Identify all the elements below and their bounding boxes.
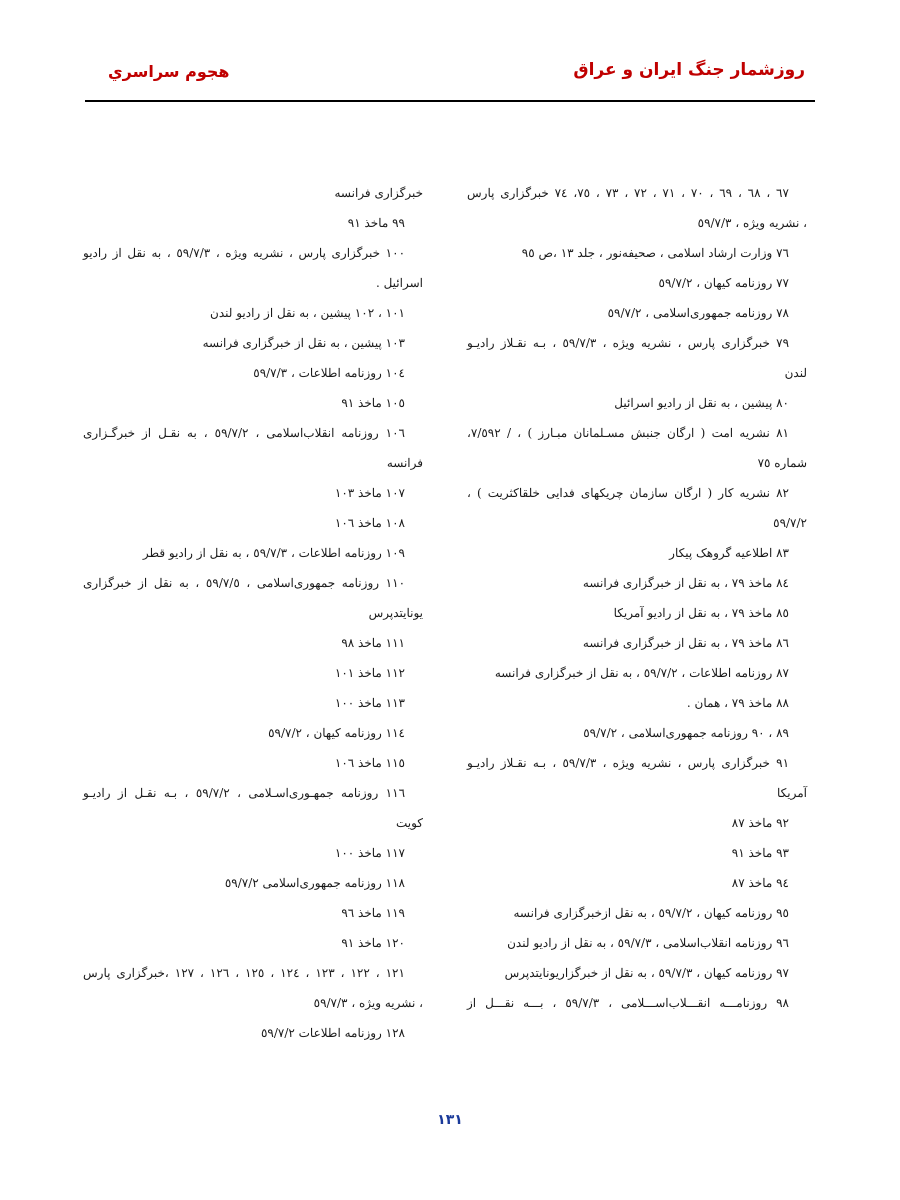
reference-entry: ٩٥ روزنامه کیهان ، ٥٩/٧/٢ ، به نقل ازخبرگزاری فرانسه (513, 906, 789, 920)
reference-entry: ٨٦ ماخذ ٧٩ ، به نقل از خبرگزاری فرانسه (582, 636, 789, 650)
reference-entry: ٨٠ پیشین ، به نقل از رادیو اسرائیل (614, 396, 789, 410)
reference-entry: ١١٤ روزنامه کیهان ، ٥٩/٧/٢ (268, 726, 405, 740)
reference-continuation: ، نشریه ویژه ، ٥٩/٧/٣ (313, 996, 423, 1010)
reference-entry: ١١٨ روزنامه جمهوری‌اسلامی ٥٩/٧/٢ (224, 876, 405, 890)
reference-entry: ٩٣ ماخذ ٩١ (731, 846, 789, 860)
reference-entry: ٨٤ ماخذ ٧٩ ، به نقل از خبرگزاری فرانسه (582, 576, 789, 590)
reference-continuation: آمریکا (776, 786, 807, 800)
reference-entry: ١٠٤ روزنامه اطلاعات ، ٥٩/٧/٣ (253, 366, 405, 380)
reference-entry: ١٠٠ خبرگزاری پارس ، نشریه ویژه ، ٥٩/٧/٣ ، به نقل از رادیو (83, 246, 406, 260)
section-title: هجوم سراسري (108, 62, 230, 81)
reference-continuation: اسرائیل . (375, 276, 423, 290)
references-column-left (83, 178, 423, 1048)
reference-entry: ٩٢ ماخذ ٨٧ (731, 816, 789, 830)
reference-continuation: فرانسه (386, 456, 423, 470)
reference-entry: ١١٦ روزنامه جمهـوری‌اسـلامی ، ٥٩/٧/٢ ، بـه نقـل از رادیـو (83, 786, 406, 800)
reference-entry: ٧٧ روزنامه کیهان ، ٥٩/٧/٢ (658, 276, 789, 290)
reference-entry: ٨٢ نشریه کار ( ارگان سازمان چریکهای فدایی خلقاکثریت ) ، (467, 486, 789, 500)
reference-entry: ٦٧ ، ٦٨ ، ٦٩ ، ٧٠ ، ٧١ ، ٧٢ ، ٧٣ ، ٧٥، ٧٤ خبرگزاری پارس (467, 186, 789, 200)
reference-entry: ٧٦ وزارت ارشاد اسلامی ، صحیفه‌نور ، جلد ١٣ ،ص ٩٥ (521, 246, 789, 260)
reference-entry: ٨٣ اطلاعیه گروهک پیکار (669, 546, 789, 560)
reference-continuation: ، نشریه ویژه ، ٥٩/٧/٣ (697, 216, 807, 230)
reference-entry: ٧٩ خبرگزاری پارس ، نشریه ویژه ، ٥٩/٧/٣ ، بـه نقـلاز رادیـو (467, 336, 790, 350)
reference-entry: ١٠٩ روزنامه اطلاعات ، ٥٩/٧/٣ ، به نقل از رادیو قطر (142, 546, 405, 560)
reference-continuation: ٥٩/٧/٢ (773, 516, 807, 530)
header-divider (85, 100, 815, 102)
reference-entry: ١١٥ ماخذ ١٠٦ (334, 756, 405, 770)
reference-entry: ١٠١ ، ١٠٢ پیشین ، به نقل از رادیو لندن (210, 306, 405, 320)
reference-entry: ١٠٧ ماخذ ١٠٣ (334, 486, 405, 500)
reference-entry: ٩٧ روزنامه کیهان ، ٥٩/٧/٣ ، به نقل از خبرگزاریونایتدپرس (504, 966, 789, 980)
reference-entry: ٨٨ ماخذ ٧٩ ، همان . (686, 696, 789, 710)
reference-entry: ٩٩ ماخذ ٩١ (347, 216, 405, 230)
reference-entry: ١١٧ ماخذ ١٠٠ (334, 846, 405, 860)
reference-entry: ١١٣ ماخذ ١٠٠ (334, 696, 405, 710)
reference-continuation: خبرگزاری فرانسه (334, 186, 423, 200)
reference-entry: ١٢٨ روزنامه اطلاعات ٥٩/٧/٢ (260, 1026, 405, 1040)
reference-entry: ١٠٣ پیشین ، به نقل از خبرگزاری فرانسه (202, 336, 405, 350)
reference-entry: ١٢٠ ماخذ ٩١ (341, 936, 405, 950)
reference-entry: ١٠٨ ماخذ ١٠٦ (334, 516, 405, 530)
reference-continuation: یونایتدپرس (368, 606, 423, 620)
reference-entry: ٨٥ ماخذ ٧٩ ، به نقل از رادیو آمریکا (613, 606, 789, 620)
reference-entry: ١١١ ماخذ ٩٨ (341, 636, 405, 650)
reference-entry: ٩٤ ماخذ ٨٧ (731, 876, 789, 890)
reference-entry: ٨٩ ، ٩٠ روزنامه جمهوری‌اسلامی ، ٥٩/٧/٢ (583, 726, 789, 740)
reference-entry: ١٠٦ روزنامه انقلاب‌اسلامی ، ٥٩/٧/٢ ، به نقـل از خبرگـزاری (83, 426, 405, 440)
book-title: روزشمار جنگ ایران و عراق (573, 60, 805, 80)
reference-entry: ٧٨ روزنامه جمهوری‌اسلامی ، ٥٩/٧/٢ (607, 306, 789, 320)
reference-entry: ٩١ خبرگزاری پارس ، نشریه ویژه ، ٥٩/٧/٣ ، بـه نقـلاز رادیـو (467, 756, 790, 770)
reference-entry: ١٢١ ، ١٢٢ ، ١٢٣ ، ١٢٤ ، ١٢٥ ، ١٢٦ ، ١٢٧ ،خبرگزاری پارس (83, 966, 405, 980)
reference-entry: ٨٧ روزنامه اطلاعات ، ٥٩/٧/٢ ، به نقل از خبرگزاری فرانسه (494, 666, 789, 680)
page-number: ١٣١ (437, 1112, 463, 1128)
reference-continuation: لندن (784, 366, 807, 380)
reference-entry: ٩٨ روزنامـــه انقـــلاب‌اســـلامی ، ٥٩/٧/٣ ، بـــه نقـــل از (467, 996, 789, 1010)
reference-entry: ١١٠ روزنامه جمهوری‌اسلامی ، ٥٩/٧/٥ ، به نقل از خبرگزاری (83, 576, 406, 590)
reference-entry: ١١٩ ماخذ ٩٦ (341, 906, 405, 920)
reference-entry: ١١٢ ماخذ ١٠١ (334, 666, 405, 680)
reference-continuation: کویت (395, 816, 423, 830)
reference-entry: ١٠٥ ماخذ ٩١ (341, 396, 405, 410)
reference-entry: ٨١ نشریه امت ( ارگان جنبش مسـلمانان مبـارز ) ، / ٧/٥٩٢، (467, 426, 789, 440)
references-column-right (467, 178, 807, 1018)
reference-continuation: شماره ٧٥ (757, 456, 807, 470)
reference-entry: ٩٦ روزنامه انقلاب‌اسلامی ، ٥٩/٧/٣ ، به نقل از رادیو لندن (507, 936, 789, 950)
